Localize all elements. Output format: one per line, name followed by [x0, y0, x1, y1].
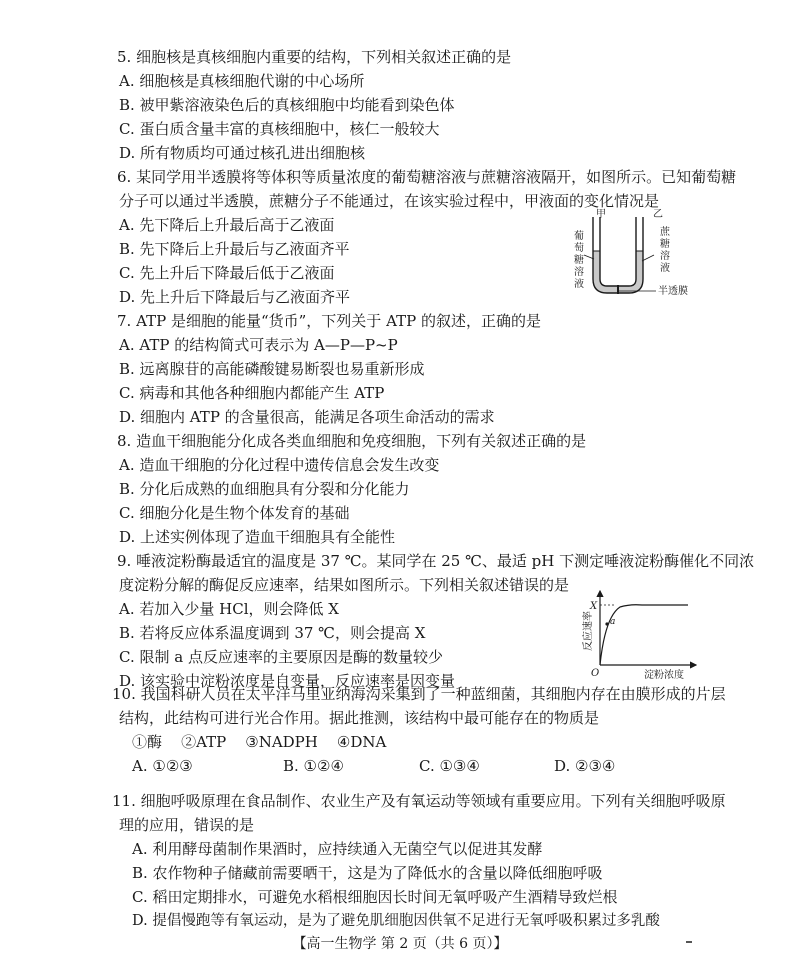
q10-items: ①酶 ②ATP ③NADPH ④DNA	[132, 733, 387, 751]
q9-option-b: B. 若将反应体系温度调到 37 ℃，则会提高 X	[119, 624, 426, 642]
q6-option-a: A. 先下降后上升最后高于乙液面	[119, 216, 335, 234]
q9-stem-line1: 9. 唾液淀粉酶最适宜的温度是 37 ℃。某同学在 25 ℃、最适 pH 下测定唾液淀粉酶催化不同浓	[117, 552, 755, 570]
y-axis-label: 反应速率	[583, 611, 594, 651]
q6-option-c: C. 先上升后下降最后低于乙液面	[119, 264, 335, 282]
svg-text:萄: 萄	[574, 243, 584, 254]
rate-curve	[600, 605, 688, 665]
q8-option-c: C. 细胞分化是生物个体发育的基础	[119, 504, 350, 522]
q10-option-a: A. ①②③	[132, 757, 193, 775]
q5-option-b: B. 被甲紫溶液染色后的真核细胞中均能看到染色体	[119, 96, 455, 114]
svg-text:溶: 溶	[574, 267, 584, 278]
q11-option-b: B. 农作物种子储藏前需要晒干，这是为了降低水的含量以降低细胞呼吸	[132, 864, 603, 882]
svg-text:糖: 糖	[660, 239, 670, 250]
q11-option-c: C. 稻田定期排水，可避免水稻根细胞因长时间无氧呼吸产生酒精导致烂根	[132, 888, 618, 906]
q10-stem-line2: 结构，此结构可进行光合作用。据此推测，该结构中最可能存在的物质是	[119, 709, 600, 727]
point-a-label: a	[610, 617, 616, 627]
q9-option-c: C. 限制 a 点反应速率的主要原因是酶的数量较少	[119, 648, 443, 666]
q11-option-d: D. 提倡慢跑等有氧运动，是为了避免肌细胞因供氧不足进行无氧呼吸积累过多乳酸	[132, 913, 660, 929]
svg-text:液: 液	[574, 279, 584, 290]
q9-option-a: A. 若加入少量 HCl，则会降低 X	[119, 600, 339, 618]
q7-option-c: C. 病毒和其他各种细胞内都能产生 ATP	[119, 384, 385, 402]
q8-option-b: B. 分化后成熟的血细胞具有分裂和分化能力	[119, 480, 410, 498]
label-jia: 甲	[596, 209, 606, 220]
q10-option-c: C. ①③④	[419, 757, 480, 775]
svg-text:糖: 糖	[574, 255, 584, 266]
label-yi: 乙	[653, 209, 663, 220]
q5-option-c: C. 蛋白质含量丰富的真核细胞中，核仁一般较大	[119, 120, 440, 138]
reaction-rate-figure	[572, 587, 702, 687]
glucose-solution-label	[574, 229, 584, 290]
svg-text:溶: 溶	[660, 251, 670, 262]
q5-stem: 5. 细胞核是真核细胞内重要的结构，下列相关叙述正确的是	[117, 48, 512, 66]
page-footer: 【高一生物学 第 2 页（共 6 页）】	[292, 936, 508, 952]
q9-option-d: D. 该实验中淀粉浓度是自变量，反应速率是因变量	[119, 672, 456, 690]
q7-stem: 7. ATP 是细胞的能量“货币”，下列关于 ATP 的叙述，正确的是	[117, 312, 541, 330]
svg-text:蔗: 蔗	[660, 227, 670, 238]
x-axis-label: 淀粉浓度	[644, 670, 684, 681]
q7-option-d: D. 细胞内 ATP 的含量很高，能满足各项生命活动的需求	[119, 408, 495, 426]
membrane-label: 半透膜	[658, 286, 688, 297]
q5-option-d: D. 所有物质均可通过核孔进出细胞核	[119, 144, 366, 162]
point-a	[605, 622, 608, 625]
q5-option-a: A. 细胞核是真核细胞代谢的中心场所	[119, 72, 365, 90]
q11-stem-line2: 理的应用，错误的是	[119, 816, 255, 834]
q10-option-d: D. ②③④	[554, 757, 616, 775]
svg-text:液: 液	[660, 263, 670, 274]
q10-stem-line1: 10. 我国科研人员在太平洋马里亚纳海沟采集到了一种蓝细菌，其细胞内存在由膜形成的片层	[112, 685, 726, 703]
origin-label: O	[591, 668, 600, 679]
q11-stem-line1: 11. 细胞呼吸原理在食品制作、农业生产及有氧运动等领域有重要应用。下列有关细胞呼吸原	[112, 792, 726, 810]
q6-option-d: D. 先上升后下降最后与乙液面齐平	[119, 288, 351, 306]
q7-option-b: B. 远离腺苷的高能磷酸键易断裂也易重新形成	[119, 360, 425, 378]
q9-stem-line2: 度淀粉分解的酶促反应速率，结果如图所示。下列相关叙述错误的是	[119, 576, 570, 594]
q11-option-a: A. 利用酵母菌制作果酒时，应持续通入无菌空气以促进其发酵	[132, 840, 543, 858]
sucrose-solution-label	[660, 225, 671, 274]
q8-option-a: A. 造血干细胞的分化过程中遗传信息会发生改变	[119, 456, 440, 474]
u-tube-figure	[560, 205, 710, 300]
svg-text:葡: 葡	[574, 231, 584, 242]
plateau-x-label: X	[590, 601, 598, 612]
q8-stem: 8. 造血干细胞能分化成各类血细胞和免疫细胞，下列有关叙述正确的是	[117, 432, 587, 450]
q10-option-b: B. ①②④	[283, 757, 344, 775]
q7-option-a: A. ATP 的结构简式可表示为 A—P—P~P	[119, 336, 398, 354]
q6-stem-line1: 6. 某同学用半透膜将等体积等质量浓度的葡萄糖溶液与蔗糖溶液隔开，如图所示。已知葡萄糖	[117, 168, 737, 186]
q6-stem-line2: 分子可以通过半透膜，蔗糖分子不能通过，在该实验过程中，甲液面的变化情况是	[119, 192, 660, 210]
q6-option-b: B. 先下降后上升最后与乙液面齐平	[119, 240, 350, 258]
q8-option-d: D. 上述实例体现了造血干细胞具有全能性	[119, 528, 396, 546]
corner-mark	[686, 941, 692, 943]
